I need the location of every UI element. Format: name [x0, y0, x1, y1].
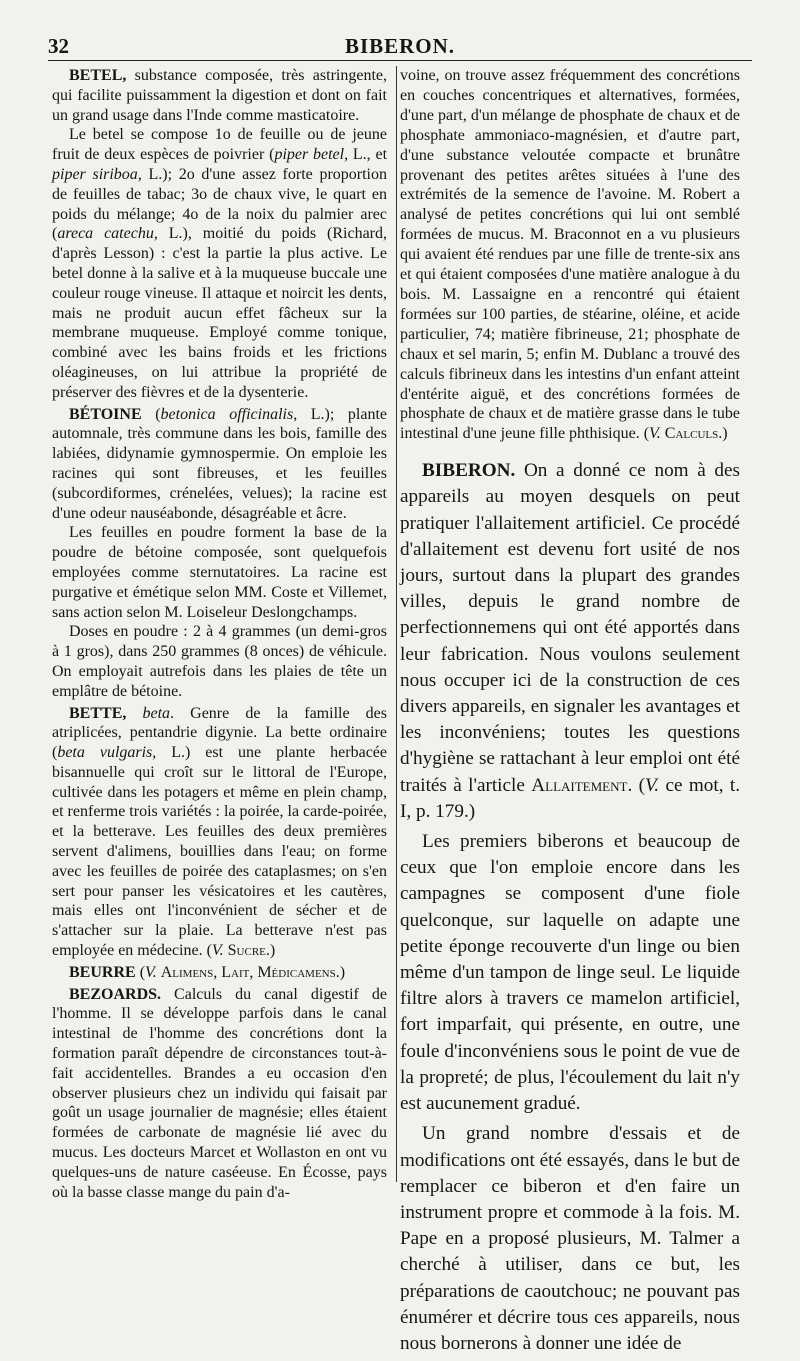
entry-paragraph	[400, 458, 740, 825]
entry-betel	[52, 66, 387, 403]
headword: BÉTOINE	[69, 405, 142, 423]
entry-text: , L., et	[344, 146, 388, 164]
headword: BIBERON.	[422, 460, 516, 482]
entry-text: , L.); 2o d'une assez forte proportion de feuilles de tabac; 3o de chaux vive, le quart en poids du mélange; 4o de la noix du palmier arec (	[52, 165, 387, 243]
entry-paragraph	[52, 704, 387, 961]
headword: BEZOARDS.	[69, 985, 162, 1003]
headword: BEURRE	[69, 963, 136, 981]
entry-paragraph: Doses en poudre : 2 à 4 grammes (un demi-gros à 1 gros), dans 250 grammes (8 onces) de véhicule. On employait autrefois dans les plaies de tête un emplâtre de bétoine.	[52, 623, 387, 700]
entry-paragraph: Un grand nombre d'essais et de modifications ont été essayés, dans le but de remplacer ce biberon et d'en faire un instrument propre et commode à la fois. M. Pape en a proposé plusieurs, M. Talmer a cherché à utiliser, dans ce but, les préparations de caoutchouc; ne pouvant pas énumérer et décrire tous ces appareils, nous nous bornerons à donner une idée de	[400, 1123, 740, 1354]
entry-beurre	[52, 963, 387, 983]
cross-reference-marker: V.	[211, 942, 224, 960]
entry-paragraph	[52, 405, 387, 524]
entry-paragraph	[52, 66, 387, 125]
entry-text: ce mot, t. I, p. 179.)	[400, 774, 741, 822]
entry-text: , L.), moitié du poids (Richard, d'après Lesson) : c'est la partie la plus active. Le betel donne à la salive et à la muqueuse buccale une couleur rouge vineuse. Il attaque et noircit les dents, mais ne produit aucun effet fâcheux sur la membrane muqueuse. Employé comme tonique, combiné avec les bains froids et les frictions oléagineuses, on lui attribue la propriété de préserver des fièvres et de la dysenterie.	[52, 225, 387, 401]
entry-text: voine, on trouve assez fréquemment des concrétions en couches concentriques et alternatives, formées, d'une part, d'un mélange de phosphate de chaux et de phosphate ammoniaco-magnésien, et d'autre part, d'une substance veloutée compacte et brunâtre provenant des petites arêtes situées à l'une des extrémités de la semence de l'avoine. M. Robert a analysé de petites concrétions qui lui ont semblé formées de mucus. M. Braconnot en a vu plusieurs qui avaient été rendues par une fille de trente-six ans et qui étaient composées d'une matière analogue à du bois. M. Lassaigne en a rencontré qui étaient formées sur 100 parties, de stéarine, oléine, et acide particulier, 74; matière fibrineuse, 21; phosphate de chaux et sel marin, 5; enfin M. Dublanc a trouvé des calculs fibrineux dans les intestins d'un enfant atteint d'entérite aiguë, et des concrétions formées de phosphate de chaux et de matière grasse dans le tube intestinal d'une jeune fille phthisique. (	[400, 67, 740, 443]
entry-biberon	[400, 458, 740, 1357]
entry-text: .)	[718, 425, 728, 443]
entry-text: (	[135, 963, 146, 981]
cross-reference: Calculs	[664, 425, 719, 443]
entry-paragraph	[400, 66, 740, 444]
latin-name: areca catechu	[57, 225, 154, 243]
latin-name: beta vulgaris	[57, 744, 153, 762]
entry-paragraph	[52, 985, 387, 1203]
left-column	[52, 66, 387, 1204]
entry-paragraph: Les feuilles en poudre forment la base de la poudre de bétoine composée, sont quelquefois employées comme sternutatoires. La racine est purgative et émétique selon MM. Coste et Villemet, sans action selon M. Loiseleur Deslongchamps.	[52, 524, 387, 621]
entry-bette	[52, 704, 387, 961]
page-number: 32	[48, 34, 69, 58]
entry-text: .)	[335, 963, 346, 981]
entry-text: , L.) est une plante herbacée bisannuelle qui croît sur le littoral de l'Europe, cultivée dans les potagers et même en plein champ, et renferme trois variétés : la poirée, la carde-poirée, et la betterave. Les feuilles des deux premières servent d'alimens, bouillies dans l'eau; on forme avec les feuilles de poirée des cataplasmes; on s'en sert pour panser les vésicatoires et les cautères, mais elles ont l'inconvénient de sécher et de s'attacher sur la plaie. La betterave n'est pas employée en médecine. (	[52, 744, 387, 960]
entry-text: .)	[265, 942, 276, 960]
cross-reference: Alimens, Lait, Médicamens	[160, 963, 336, 981]
latin-name: piper siriboa	[52, 165, 138, 183]
entry-text: . Genre de la famille des atriplicées, pentandrie digynie. La bette ordinaire (	[52, 704, 388, 762]
cross-reference-marker: V.	[145, 963, 157, 981]
entry-betoine	[52, 405, 387, 702]
running-head: BIBERON.	[344, 34, 456, 58]
latin-name: betonica officinalis	[160, 405, 294, 423]
entry-bezoards	[52, 985, 387, 1203]
entry-paragraph	[52, 963, 387, 983]
entry-text: On a donné ce nom à des appareils au moyen desquels on peut pratiquer l'allaitement artificiel. Ce procédé d'allaitement est devenu fort usité de nos jours, surtout dans la plupart des grandes villes, depuis le grand nombre de perfectionnemens qui ont été apportés dans leur fabrication. Nous voulons seulement nous occuper ici de la construction de ces divers appareils, en signaler les avantages et les inconvéniens; toutes les questions d'hygiène se rattachant à leur emploi ont été traités à l'article	[400, 460, 740, 796]
entry-text: . (	[627, 774, 646, 796]
entry-text: Le betel se compose 1o de feuille ou de jeune fruit de deux espèces de poivrier (	[52, 126, 387, 164]
entry-bezoards-continued	[400, 66, 740, 444]
cross-reference: Allaitement	[531, 774, 628, 796]
right-column	[400, 66, 740, 1361]
entry-text: , L.); plante automnale, très commune dans les bois, famille des labiées, didynamie gymnospermie. On emploie les racines qui sont fibreuses, et les feuilles (subcordiformes, crénelées, velues); la racine est d'une odeur nauséabonde, désagréable et âcre.	[52, 405, 387, 522]
column-divider	[396, 66, 397, 1182]
latin-name: piper betel	[274, 146, 345, 164]
latin-name: beta	[142, 704, 171, 722]
entry-paragraph: Les premiers biberons et beaucoup de ceux que l'on emploie encore dans les campagnes se composent d'une fiole quelconque, sur laquelle on adapte une petite éponge recouverte d'un linge ou bien même d'un tampon de linge seul. Le liquide filtre alors à travers ce mamelon artificiel, fort imparfait, qui présente, en outre, une foule d'inconvéniens sous le point de vue de la propreté; de plus, l'écoulement du lait n'y est aucunement gradué.	[400, 831, 740, 1115]
entry-text: substance composée, très astringente, qui facilite puissamment la digestion et dont on fait un grand usage dans l'Inde comme masticatoire.	[52, 67, 387, 124]
headword: BETEL,	[69, 67, 127, 84]
cross-reference-marker: V.	[649, 425, 661, 443]
entry-text: Calculs du canal digestif de l'homme. Il se développe parfois dans le canal intestinal de l'homme des concrétions dont la formation paraît dépendre de circonstances tout-à-fait accidentelles. Brandes a eu occasion d'en observer plusieurs chez un individu qui faisait par goût un usage journalier de magnésie; elles étaient formées de carbonate de magnésie lié avec du mucus. Les docteurs Marcet et Wollaston en ont vu quelques-uns de nature caséeuse. En Écosse, pays où la basse classe mange du pain d'a-	[52, 985, 387, 1201]
cross-reference: Sucre	[227, 942, 266, 960]
page-header	[48, 34, 752, 61]
headword: BETTE,	[69, 704, 127, 722]
entry-paragraph	[52, 125, 387, 402]
entry-text: (	[141, 405, 161, 423]
cross-reference-marker: V.	[645, 774, 660, 796]
section-gap	[400, 444, 740, 458]
